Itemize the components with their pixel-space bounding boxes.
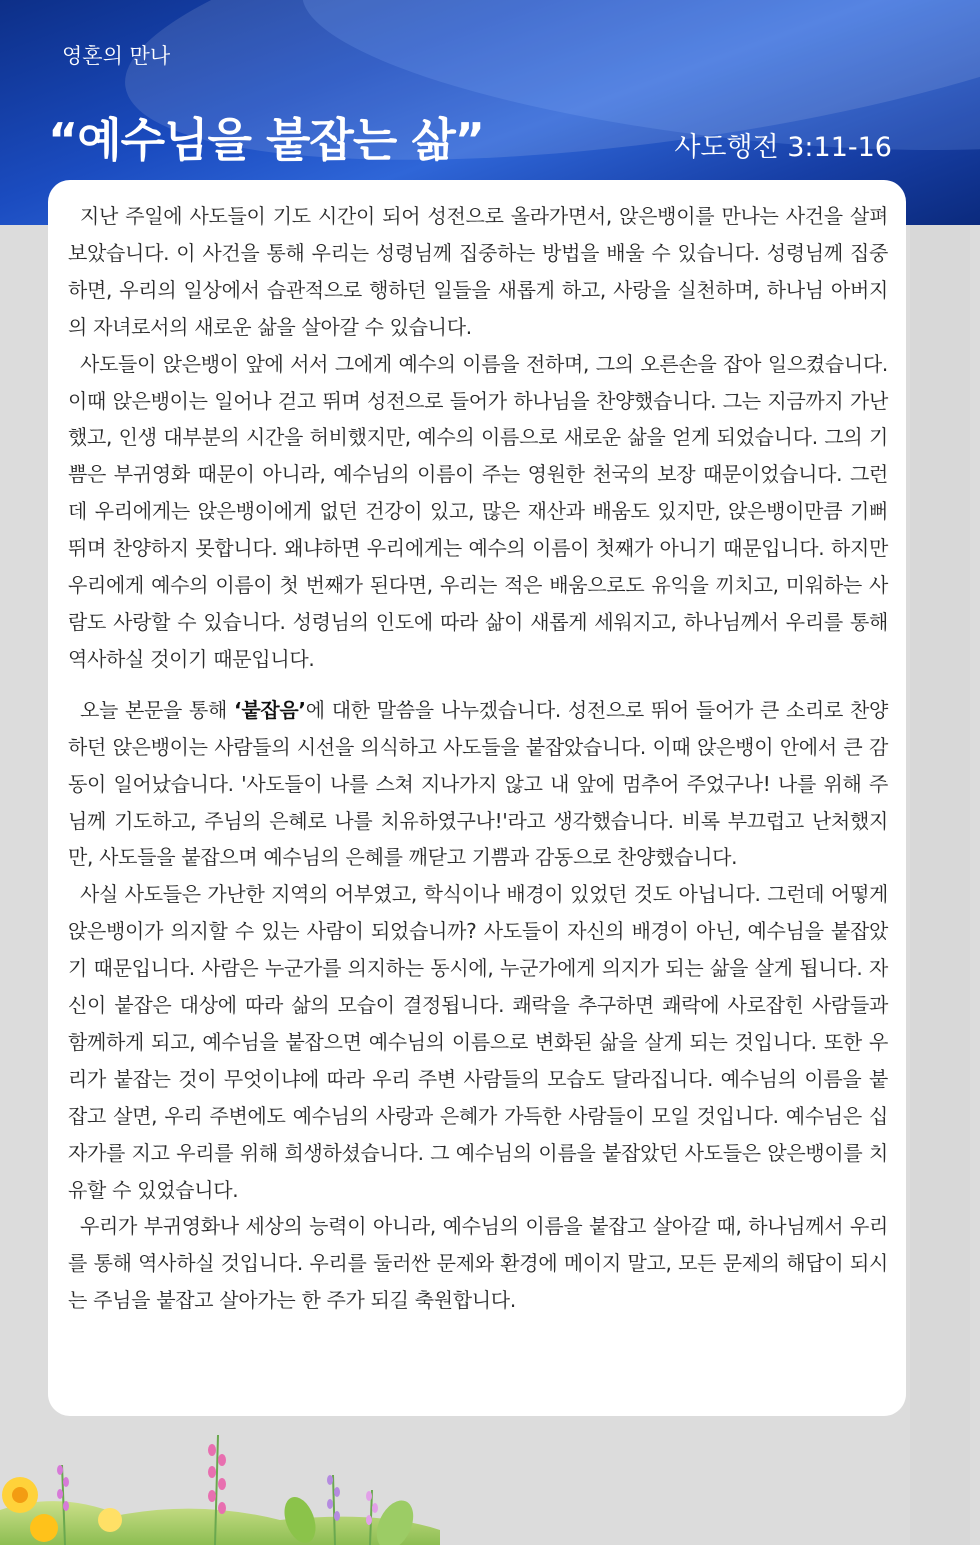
flower-illustration-icon (0, 1420, 980, 1545)
paragraph-3 (68, 692, 888, 877)
paragraph-2: 사도들이 앉은뱅이 앞에 서서 그에게 예수의 이름을 전하며, 그의 오른손을 잡아 일으켰습니다. 이때 앉은뱅이는 일어나 걷고 뛰며 성전으로 들어가 하나님을 찬양했습니다. 그는 지금까지 가난했고, 인생 대부분의 시간을 허비했지만, 예수의 이름으로 새로운 삶을 얻게 되었습니다. 그의 기쁨은 부귀영화 때문이 아니라, 예수님의 이름이 주는 영원한 천국의 보장 때문이었습니다. 그런데 우리에게는 앉은뱅이에게 없던 건강이 있고, 많은 재산과 배움도 있지만, 앉은뱅이만큼 기뻐 뛰며 찬양하지 못합니다. 왜냐하면 우리에게는 예수의 이름이 첫째가 아니기 때문입니다. 하지만 우리에게 예수의 이름이 첫 번째가 된다면, 우리는 적은 배움으로도 유익을 끼치고, 미워하는 사람도 사랑할 수 있습니다. 성령님의 인도에 따라 삶이 새롭게 세워지고, 하나님께서 우리를 통해 역사하실 것이기 때문입니다. (68, 351, 889, 671)
paragraph-1: 지난 주일에 사도들이 기도 시간이 되어 성전으로 올라가면서, 앉은뱅이를 만나는 사건을 살펴보았습니다. 이 사건을 통해 우리는 성령님께 집중하는 방법을 배울 수 있습니다. 성령님께 집중하면, 우리의 일상에서 습관적으로 행하던 일들을 새롭게 하고, 사랑을 실천하며, 하나님 아버지의 자녀로서의 새로운 삶을 살아갈 수 있습니다. (68, 204, 888, 339)
paragraph-3-body: 에 대한 말씀을 나누겠습니다. 성전으로 뛰어 들어가 큰 소리로 찬양하던 앉은뱅이는 사람들의 시선을 의식하고 사도들을 붙잡았습니다. 이때 앉은뱅이 안에서 큰 감동이 일어났습니다. '사도들이 나를 스쳐 지나가지 않고 내 앞에 멈추어 주었구나! 나를 위해 주님께 기도하고, 주님의 은혜로 나를 치유하였구나!'라고 생각했습니다. 비록 부끄럽고 난처했지만, 사도들을 붙잡으며 예수님의 은혜를 깨닫고 기쁨과 감동으로 찬양했습니다. (68, 697, 889, 870)
paragraph-3-intro: 오늘 본문을 통해 (80, 697, 235, 722)
section-label: 영혼의 만나 (62, 44, 171, 68)
right-side-panel (910, 225, 970, 1545)
scripture-reference: 사도행전 3:11-16 (674, 132, 892, 163)
sermon-title: “예수님을 붙잡는 삶” (48, 113, 484, 167)
paragraph-5: 우리가 부귀영화나 세상의 능력이 아니라, 예수님의 이름을 붙잡고 살아갈 때, 하나님께서 우리를 통해 역사하실 것입니다. 우리를 둘러싼 문제와 환경에 메이지 말고, 모든 문제의 해답이 되시는 주님을 붙잡고 살아가는 한 주가 되길 축원합니다. (68, 1214, 888, 1313)
paragraph-4: 사실 사도들은 가난한 지역의 어부였고, 학식이나 배경이 있었던 것도 아닙니다. 그런데 어떻게 앉은뱅이가 의지할 수 있는 사람이 되었습니까? 사도들이 자신의 배경이 아닌, 예수님을 붙잡았기 때문입니다. 사람은 누군가를 의지하는 동시에, 누군가에게 의지가 되는 삶을 살게 됩니다. 자신이 붙잡은 대상에 따라 삶의 모습이 결정됩니다. 쾌락을 추구하면 쾌락에 사로잡힌 사람들과 함께하게 되고, 예수님을 붙잡으면 예수님의 이름으로 변화된 삶을 살게 되는 것입니다. 또한 우리가 붙잡는 것이 무엇이냐에 따라 우리 주변 사람들의 모습도 달라집니다. 예수님의 이름을 붙잡고 살면, 우리 주변에도 예수님의 사랑과 은혜가 가득한 사람들이 모일 것입니다. 예수님은 십자가를 지고 우리를 위해 희생하셨습니다. 그 예수님의 이름을 붙잡았던 사도들은 앉은뱅이를 치유할 수 있었습니다. (68, 882, 889, 1202)
sermon-body (68, 198, 888, 1319)
flower-decoration (0, 1420, 980, 1545)
emphasis-keyword: ‘붙잡음’ (234, 697, 306, 722)
